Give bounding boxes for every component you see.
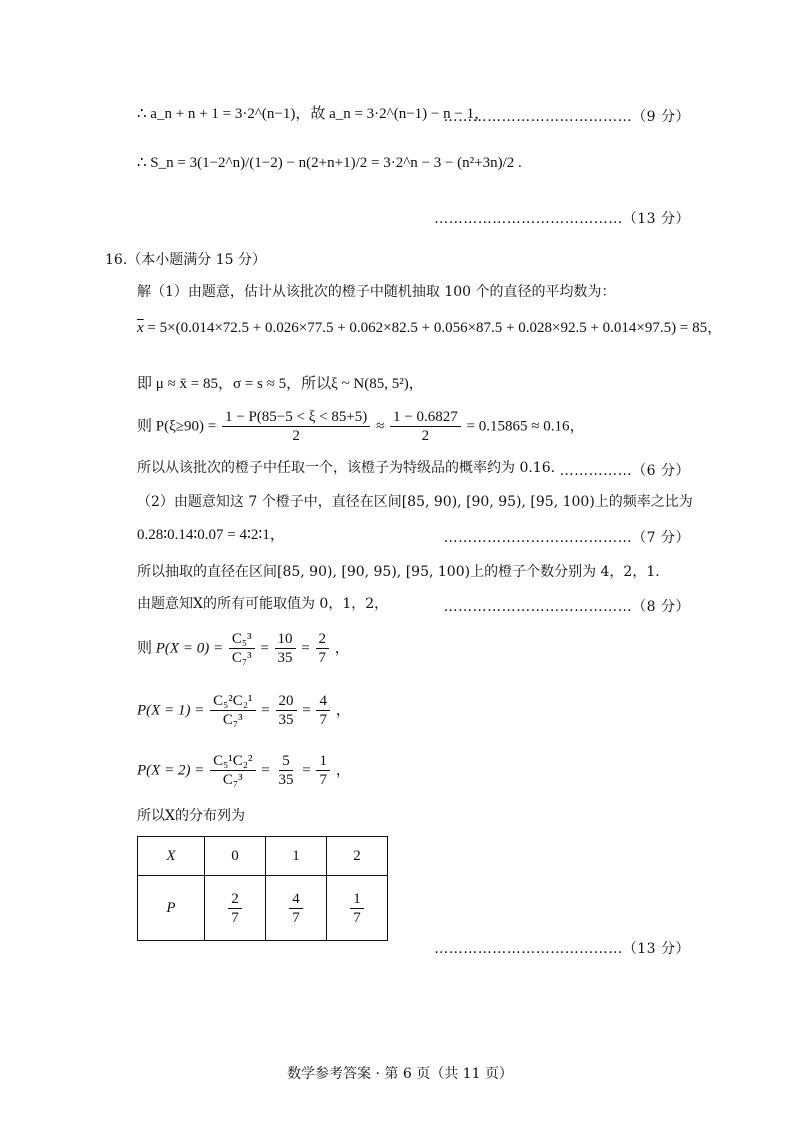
prob-fraction-1: $\frac{1 - P(85-5 < \xi < 85+5)}{2}$ [222,408,370,445]
score-9: …………………………………（9 分） [443,109,690,125]
conclusion-part1: 所以从该批次的橙子中任取一个，该橙子为特级品的概率约为 0.16. [137,460,556,476]
table-row [138,876,388,941]
table-cell: P [138,876,205,941]
distribution-table [137,836,388,941]
page-footer: 数学参考答案 · 第 6 页（共 11 页） [287,1066,513,1082]
table-cell: $\frac{4}{7}$ [266,876,327,941]
question-16-heading: 16.（本小题满分 15 分） [105,252,266,268]
part2-counts: 所以抽取的直径在区间[85, 90), [90, 95), [95, 100)上的橙子个数分别为 4，2，1. [137,564,660,580]
prob-fraction-2: $\frac{1 - 0.6827}{2}$ [390,408,461,445]
table-cell: X [138,837,205,876]
score-6: ……………（6 分） [559,463,690,479]
px1-equation: P(X = 1) = $\frac{\text{C₅²C₂¹}}{\text{C₇³}}$ = $\frac{20}{35}$ = $\frac{4}{7}$ ， [137,693,351,728]
score-13a: …………………………………（13 分） [434,211,690,227]
score-7: …………………………………（7 分） [443,530,690,546]
x-bar: $\overline{x}$ [137,320,144,336]
prob-equation: 则 P(ξ≥90) = $\frac{1 - P(85-5 < \xi < 85+5)}{2}$ ≈ $\frac{1 - 0.6827}{2}$ = 0.15865 ≈ 0.16， [137,409,585,444]
px0-equation: 则 P(X = 0) = $\frac{\text{C₅³}}{\text{C₇³}}$ = $\frac{10}{35}$ = $\frac{2}{7}$ ， [137,631,350,666]
ratio-line: 0.28∶0.14∶0.07 = 4∶2∶1， [137,527,285,543]
table-cell: $\frac{2}{7}$ [205,876,266,941]
table-header-row [138,837,388,876]
score-8: …………………………………（8 分） [443,599,690,615]
mu-sigma-line: 即 μ ≈ x̄ = 85，σ = s ≈ 5，所以ξ ~ N(85, 5²)， [137,376,424,392]
table-cell: 1 [266,837,327,876]
equation-an: ∴ a_n + n + 1 = 3·2^(n−1)，故 a_n = 3·2^(n−1) − n − 1， [137,106,490,122]
table-cell: $\frac{1}{7}$ [327,876,388,941]
q16-intro: 解（1）由题意，估计从该批次的橙子中随机抽取 100 个的直径的平均数为： [137,284,616,300]
equation-sn: ∴ S_n = 3(1−2^n)/(1−2) − n(2+n+1)/2 = 3·2^n − 3 − (n²+3n)/2 . [137,155,522,171]
score-13b: …………………………………（13 分） [434,941,690,957]
table-cell: 2 [327,837,388,876]
px2-equation: P(X = 2) = $\frac{\text{C₅¹C₂²}}{\text{C₇³}}$ = $\frac{5}{35}$ = $\frac{1}{7}$ ， [137,753,351,788]
distribution-title: 所以X的分布列为 [137,808,245,824]
mean-equation: $\overline{x} = 5\times(0.014\times 72.5 + 0.026\times 77.5 + 0.062\times 82.5 + 0.056\times 87.5 + 0.028\times 92.5 + 0.014\times 97.5) = 85$， [137,320,723,336]
part2-text: （2）由题意知这 7 个橙子中，直径在区间[85, 90), [90, 95), [95, 100)上的频率之比为 [137,494,693,510]
part2-values: 由题意知X的所有可能取值为 0，1，2， [137,596,389,612]
table-cell: 0 [205,837,266,876]
